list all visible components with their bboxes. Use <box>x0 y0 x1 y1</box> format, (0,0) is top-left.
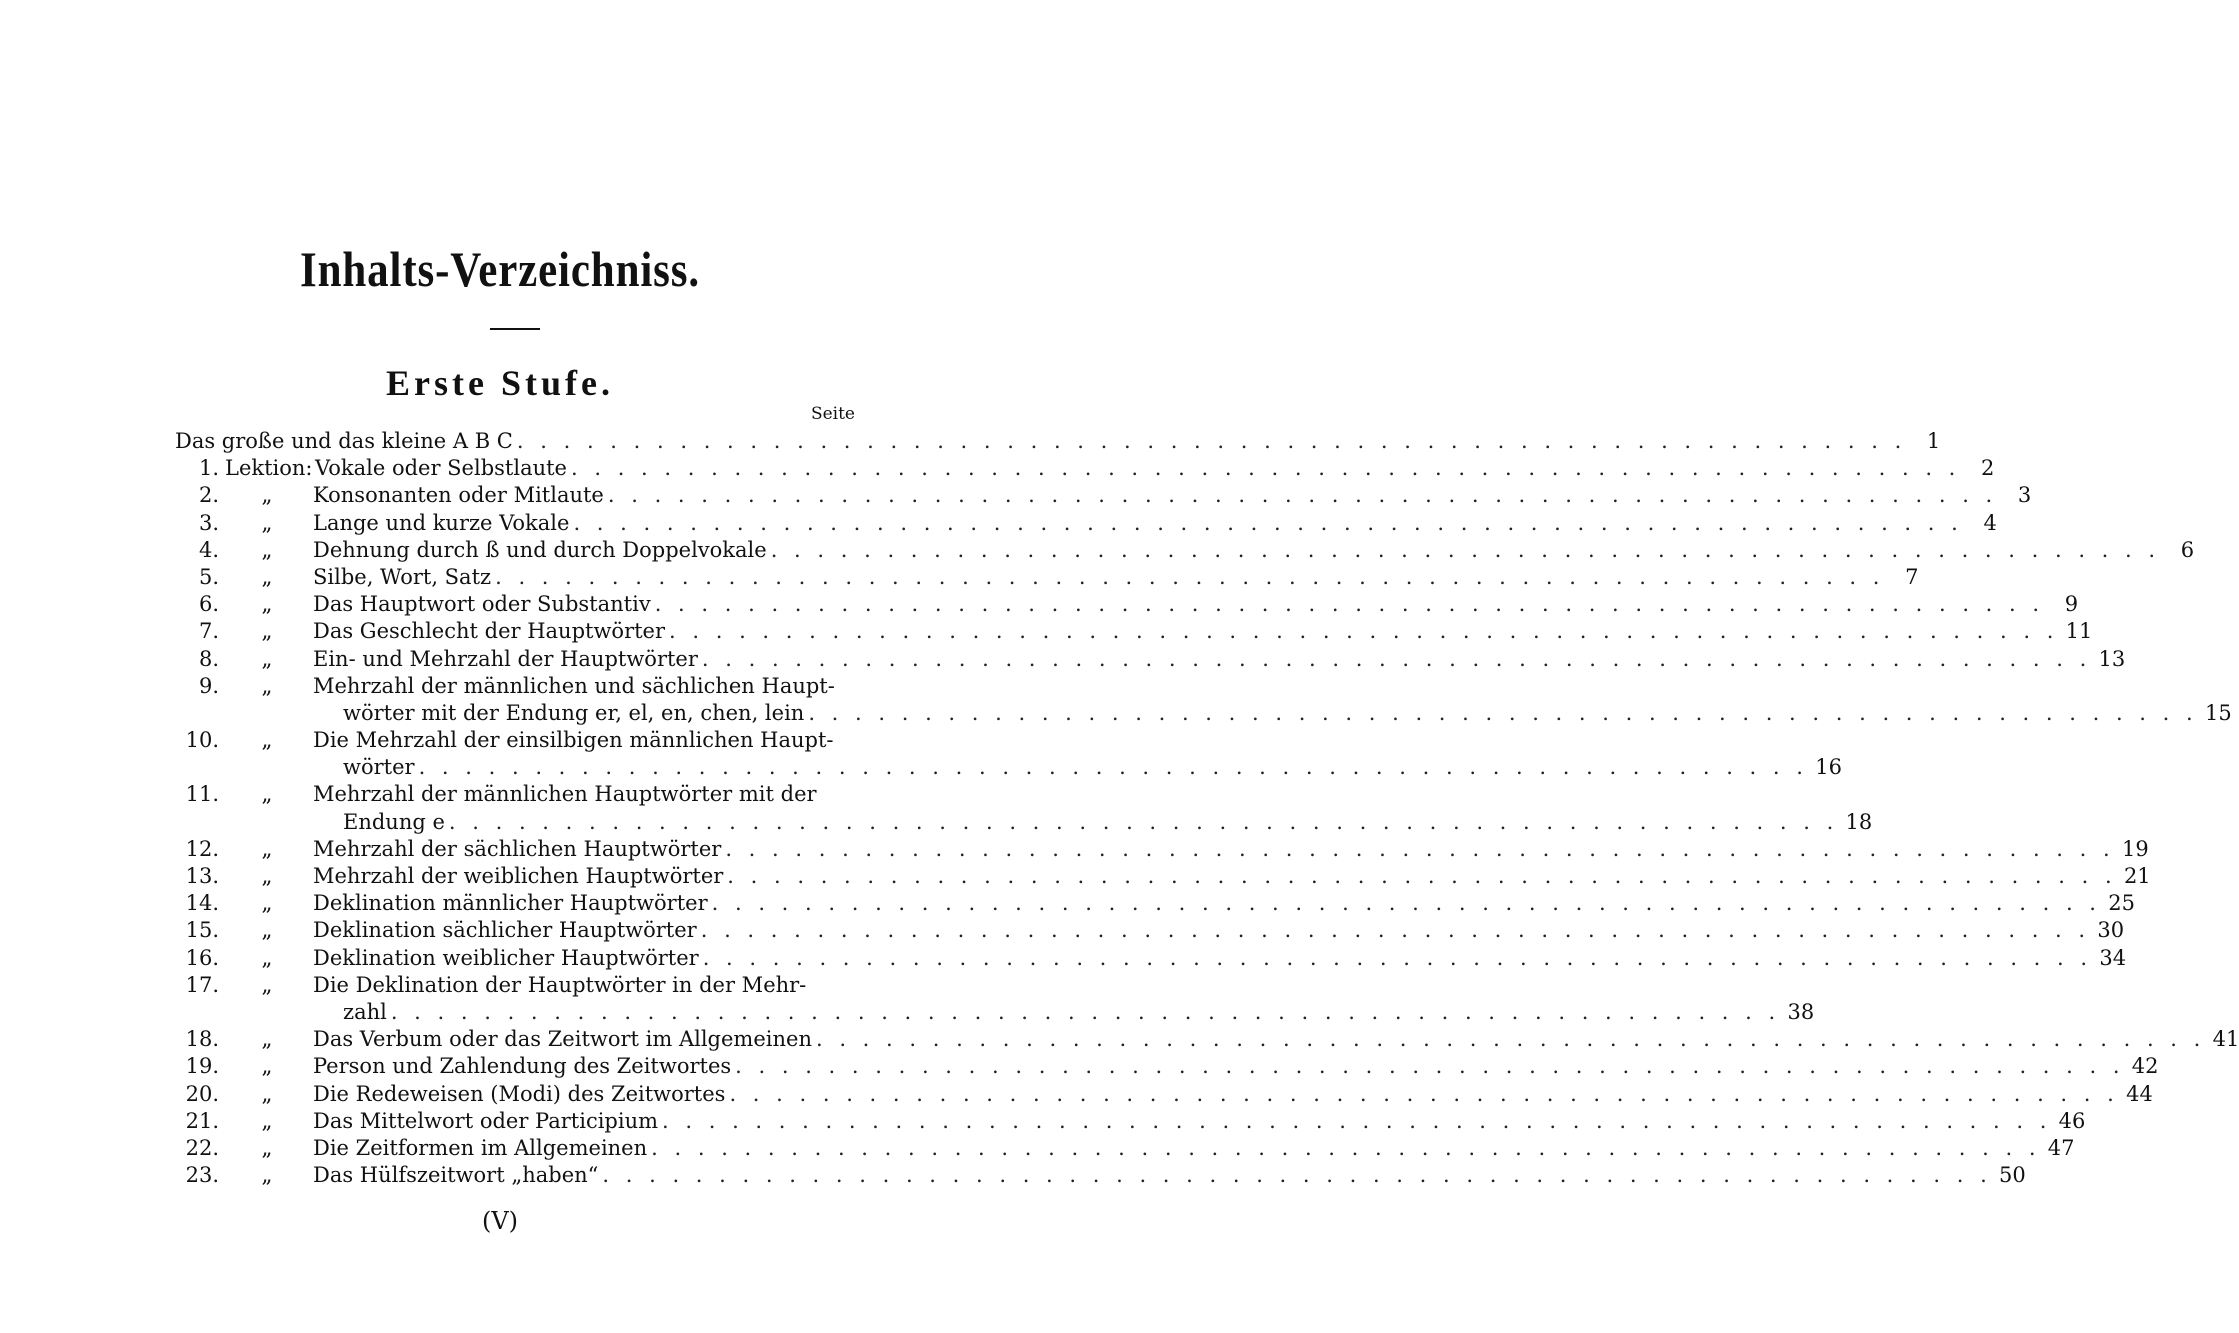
toc-entry-text: Die Deklination der Hauptwörter in der Mehr- <box>313 972 807 997</box>
toc-entry <box>175 510 1997 537</box>
toc-line <box>313 1162 2026 1189</box>
dot-leader: . . . . . . . . . . . . . . . . . . . . . . . . . . . . . . . . . . . . . . . . . . . . . . . . . . . . . . . . . . . . <box>702 945 2093 970</box>
toc-entry-text: Das Geschlecht der Hauptwörter <box>313 619 666 644</box>
toc-entry-text: Das Hülfszeitwort „haben“ <box>313 1163 599 1188</box>
section-heading: Erste Stufe. <box>386 363 614 403</box>
ditto-mark: „ <box>261 945 273 970</box>
ditto-mark: „ <box>261 1163 273 1188</box>
toc-entry-text: Mehrzahl der weiblichen Hauptwörter <box>313 864 724 889</box>
toc-page-number: 15 <box>2204 700 2232 725</box>
toc-entry-text: Das Hauptwort oder Substantiv <box>313 592 651 617</box>
dot-leader: . . . . . . . . . . . . . . . . . . . . . . . . . . . . . . . . . . . . . . . . . . . . . . . . . . . . . . . . . . . . <box>662 1108 2052 1133</box>
toc-entry-text: Deklination sächlicher Hauptwörter <box>313 918 697 943</box>
dot-leader: . . . . . . . . . . . . . . . . . . . . . . . . . . . . . . . . . . . . . . . . . . . . . . . . . . . . . . . . . . . . <box>725 836 2115 861</box>
lesson-number: 17. <box>185 972 219 997</box>
ditto-mark: „ <box>261 728 273 753</box>
toc-page-number: 6 <box>2180 537 2195 562</box>
lesson-number: 12. <box>185 836 219 861</box>
toc-entry-text: Person und Zahlendung des Zeitwortes <box>313 1054 732 1079</box>
toc-line <box>313 564 1919 591</box>
toc-page-number: 34 <box>2099 945 2127 970</box>
toc-page-number: 3 <box>2017 483 2032 508</box>
toc-entry <box>175 1135 2075 1162</box>
toc-entry <box>175 591 2079 618</box>
ditto-mark: „ <box>261 891 273 916</box>
toc-entry <box>175 727 1842 781</box>
toc-page-number: 18 <box>1845 809 1873 834</box>
dot-leader: . . . . . . . . . . . . . . . . . . . . . . . . . . . . . . . . . . . . . . . . . . . . . . . . . . . . . . . . . . . . <box>390 999 1781 1024</box>
toc-line <box>343 700 2232 727</box>
toc-entry-text: Die Zeitformen im Allgemeinen <box>313 1135 648 1160</box>
toc-entry <box>175 890 2135 917</box>
lesson-number: 5. <box>198 564 219 589</box>
toc-entry <box>175 836 2149 863</box>
ditto-mark: „ <box>261 782 273 807</box>
toc-page-number: 25 <box>2108 891 2135 916</box>
toc-line <box>313 537 2195 564</box>
toc-line <box>313 945 2127 972</box>
lesson-number: 4. <box>198 537 219 562</box>
lesson-number: 3. <box>198 510 219 535</box>
toc-line <box>315 455 1995 482</box>
toc-entry <box>175 482 2032 509</box>
toc-line <box>343 754 1842 781</box>
dot-leader: . . . . . . . . . . . . . . . . . . . . . . . . . . . . . . . . . . . . . . . . . . . . . . . . . . . . . . . . . . . . <box>669 619 2059 644</box>
dot-leader: . . . . . . . . . . . . . . . . . . . . . . . . . . . . . . . . . . . . . . . . . . . . . . . . . . . . . . . . . . . . <box>815 1027 2206 1052</box>
lesson-number: 2. <box>198 483 219 508</box>
lesson-number: 22. <box>185 1135 219 1160</box>
toc-entry <box>175 972 1815 1026</box>
toc-line <box>313 1081 2153 1108</box>
lesson-number: 14. <box>185 891 219 916</box>
toc-page-number: 21 <box>2123 864 2151 889</box>
toc-entry-text: wörter mit der Endung er, el, en, chen, lein <box>343 700 805 725</box>
toc-line <box>313 482 2032 509</box>
ditto-mark: „ <box>261 619 273 644</box>
dot-leader: . . . . . . . . . . . . . . . . . . . . . . . . . . . . . . . . . . . . . . . . . . . . . . . . . . . . . . . . . . . . <box>654 592 2045 617</box>
lesson-number: 11. <box>185 782 219 807</box>
toc-entry-text: Das Mittelwort oder Participium <box>313 1108 659 1133</box>
toc-entry-text: Das große und das kleine A B C <box>175 429 513 453</box>
toc-entry <box>175 455 1995 482</box>
toc-line <box>313 673 856 700</box>
toc-entry-text: Silbe, Wort, Satz <box>313 564 492 589</box>
ditto-mark: „ <box>261 1135 273 1160</box>
toc-line <box>313 618 2093 645</box>
toc-line <box>313 646 2126 673</box>
dot-leader: . . . . . . . . . . . . . . . . . . . . . . . . . . . . . . . . . . . . . . . . . . . . . . . . . . . . . . . . . . . . <box>701 646 2092 671</box>
toc-entry-text: Die Mehrzahl der einsilbigen männlichen Haupt- <box>313 728 834 753</box>
toc-line <box>313 510 1997 537</box>
dot-leader: . . . . . . . . . . . . . . . . . . . . . . . . . . . . . . . . . . . . . . . . . . . . . . . . . . . . . . . . . . . . <box>418 755 1808 780</box>
page-title: Inhalts-Verzeichniss. <box>300 241 700 297</box>
toc-page-number: 42 <box>2131 1054 2159 1079</box>
toc-entry-text: Mehrzahl der männlichen Hauptwörter mit der <box>313 782 817 807</box>
lesson-number: 9. <box>198 673 219 698</box>
toc-page-number: 1 <box>1926 429 1941 453</box>
toc-entry-text: Deklination weiblicher Hauptwörter <box>313 945 699 970</box>
ditto-mark: „ <box>261 592 273 617</box>
toc-page-number: 41 <box>2212 1027 2239 1052</box>
ditto-mark: „ <box>261 537 273 562</box>
toc-line <box>343 809 1873 836</box>
toc-entry <box>175 673 2232 727</box>
ditto-mark: „ <box>261 483 273 508</box>
toc-entry <box>175 781 1873 835</box>
page-column-header: Seite <box>810 404 855 424</box>
toc-entry <box>175 1026 2239 1053</box>
ditto-mark: „ <box>261 673 273 698</box>
toc-entry <box>175 564 1919 591</box>
toc-entry <box>175 1162 2026 1189</box>
folio: (V) <box>481 1207 519 1235</box>
toc-entry-text: Mehrzahl der männlichen und sächlichen Haupt- <box>313 673 835 698</box>
ditto-mark: „ <box>261 646 273 671</box>
toc-entry-text: Deklination männlicher Hauptwörter <box>313 891 708 916</box>
dot-leader: . . . . . . . . . . . . . . . . . . . . . . . . . . . . . . . . . . . . . . . . . . . . . . . . . . . . . . . . . . . . <box>727 864 2117 889</box>
dot-leader: . . . . . . . . . . . . . . . . . . . . . . . . . . . . . . . . . . . . . . . . . . . . . . . . . . . . . . . . . . . . <box>607 483 1998 508</box>
toc-line <box>313 917 2125 944</box>
toc-entry <box>175 945 2127 972</box>
toc-entry <box>175 1081 2153 1108</box>
toc-entry <box>175 537 2195 564</box>
toc-entry-text: Ein- und Mehrzahl der Hauptwörter <box>313 646 698 671</box>
toc-entry <box>175 917 2125 944</box>
lesson-number: 19. <box>185 1054 219 1079</box>
toc-line <box>313 1026 2239 1053</box>
lesson-number: 1. <box>198 456 219 481</box>
toc-entry <box>175 863 2151 890</box>
dot-leader: . . . . . . . . . . . . . . . . . . . . . . . . . . . . . . . . . . . . . . . . . . . . . . . . . . . . . . . . . . . . <box>651 1135 2041 1160</box>
dot-leader: . . . . . . . . . . . . . . . . . . . . . . . . . . . . . . . . . . . . . . . . . . . . . . . . . . . . . . . . . . . . <box>602 1163 1992 1188</box>
table-of-contents <box>175 428 2239 1189</box>
toc-line <box>313 972 856 999</box>
toc-page-number: 2 <box>1981 456 1995 481</box>
ditto-mark: „ <box>261 864 273 889</box>
dot-leader: . . . . . . . . . . . . . . . . . . . . . . . . . . . . . . . . . . . . . . . . . . . . . . . . . . . . . . . . . . . . <box>770 537 2161 562</box>
toc-line <box>313 591 2079 618</box>
toc-page-number: 4 <box>1983 510 1997 535</box>
lesson-number: 10. <box>185 728 219 753</box>
title-rule <box>490 328 540 330</box>
toc-entry-text: Vokale oder Selbstlaute <box>315 456 567 481</box>
toc-line <box>313 1135 2075 1162</box>
toc-page-number: 30 <box>2097 918 2125 943</box>
lesson-number: 8. <box>198 646 219 671</box>
toc-entry-text: wörter <box>343 755 415 780</box>
toc-entry-text: Das Verbum oder das Zeitwort im Allgemeinen <box>313 1027 812 1052</box>
lesson-number: 23. <box>185 1163 219 1188</box>
ditto-mark: „ <box>261 972 273 997</box>
dot-leader: . . . . . . . . . . . . . . . . . . . . . . . . . . . . . . . . . . . . . . . . . . . . . . . . . . . . . . . . . . . . <box>700 918 2091 943</box>
toc-entry <box>175 1053 2159 1080</box>
toc-line <box>313 727 856 754</box>
lesson-number: 15. <box>185 918 219 943</box>
dot-leader: . . . . . . . . . . . . . . . . . . . . . . . . . . . . . . . . . . . . . . . . . . . . . . . . . . . . . . . . . . . . <box>573 510 1963 535</box>
lesson-number: 6. <box>198 592 219 617</box>
dot-leader: . . . . . . . . . . . . . . . . . . . . . . . . . . . . . . . . . . . . . . . . . . . . . . . . . . . . . . . . . . . . <box>711 891 2101 916</box>
dot-leader: . . . . . . . . . . . . . . . . . . . . . . . . . . . . . . . . . . . . . . . . . . . . . . . . . . . . . . . . . . . . <box>729 1081 2119 1106</box>
toc-entry <box>175 646 2126 673</box>
toc-page-number: 11 <box>2065 619 2093 644</box>
toc-line <box>343 999 1815 1026</box>
ditto-mark: „ <box>261 510 273 535</box>
toc-page-number: 38 <box>1787 999 1815 1024</box>
toc-page-number: 19 <box>2121 836 2149 861</box>
ditto-mark: „ <box>261 836 273 861</box>
toc-page-number: 13 <box>2098 646 2126 671</box>
toc-line <box>313 863 2151 890</box>
ditto-mark: „ <box>261 1108 273 1133</box>
toc-entry <box>175 1108 2086 1135</box>
toc-line <box>313 836 2149 863</box>
ditto-mark: „ <box>261 564 273 589</box>
toc-entry-text: zahl <box>343 999 387 1024</box>
toc-page-number: 16 <box>1815 755 1842 780</box>
lesson-label: Lektion: <box>225 456 313 481</box>
toc-line <box>313 1108 2086 1135</box>
lesson-number: 20. <box>185 1081 219 1106</box>
toc-entry-text: Dehnung durch ß und durch Doppelvokale <box>313 537 767 562</box>
toc-page-number: 50 <box>1999 1163 2026 1188</box>
toc-entry-text: Mehrzahl der sächlichen Hauptwörter <box>313 836 722 861</box>
lesson-number: 16. <box>185 945 219 970</box>
toc-line <box>313 890 2135 917</box>
ditto-mark: „ <box>261 1081 273 1106</box>
toc-entry-text: Lange und kurze Vokale <box>313 510 570 535</box>
ditto-mark: „ <box>261 1027 273 1052</box>
lesson-number: 7. <box>198 619 219 644</box>
toc-page-number: 9 <box>2064 592 2079 617</box>
toc-entry-abc <box>175 428 1941 455</box>
toc-page-number: 47 <box>2047 1135 2075 1160</box>
dot-leader: . . . . . . . . . . . . . . . . . . . . . . . . . . . . . . . . . . . . . . . . . . . . . . . . . . . . . . . . . . . . <box>448 809 1839 834</box>
dot-leader: . . . . . . . . . . . . . . . . . . . . . . . . . . . . . . . . . . . . . . . . . . . . . . . . . . . . . . . . . . . . <box>735 1054 2125 1079</box>
toc-entry-text: Endung e <box>343 809 445 834</box>
lesson-number: 21. <box>185 1108 219 1133</box>
ditto-mark: „ <box>261 918 273 943</box>
toc-page-number: 7 <box>1905 564 1919 589</box>
dot-leader: . . . . . . . . . . . . . . . . . . . . . . . . . . . . . . . . . . . . . . . . . . . . . . . . . . . . . . . . . . . . <box>516 429 1907 453</box>
toc-page-number: 46 <box>2058 1108 2086 1133</box>
dot-leader: . . . . . . . . . . . . . . . . . . . . . . . . . . . . . . . . . . . . . . . . . . . . . . . . . . . . . . . . . . . . <box>495 564 1885 589</box>
ditto-mark: „ <box>261 1054 273 1079</box>
lesson-number: 18. <box>185 1027 219 1052</box>
lesson-number: 13. <box>185 864 219 889</box>
toc-page-number: 44 <box>2126 1081 2153 1106</box>
toc-entry-text: Konsonanten oder Mitlaute <box>313 483 604 508</box>
dot-leader: . . . . . . . . . . . . . . . . . . . . . . . . . . . . . . . . . . . . . . . . . . . . . . . . . . . . . . . . . . . . <box>571 456 1961 481</box>
toc-entry-text: Die Redeweisen (Modi) des Zeitwortes <box>313 1081 726 1106</box>
toc-line <box>313 781 856 808</box>
dot-leader: . . . . . . . . . . . . . . . . . . . . . . . . . . . . . . . . . . . . . . . . . . . . . . . . . . . . . . . . . . . . <box>808 700 2198 725</box>
toc-entry <box>175 618 2093 645</box>
toc-line <box>313 1053 2159 1080</box>
